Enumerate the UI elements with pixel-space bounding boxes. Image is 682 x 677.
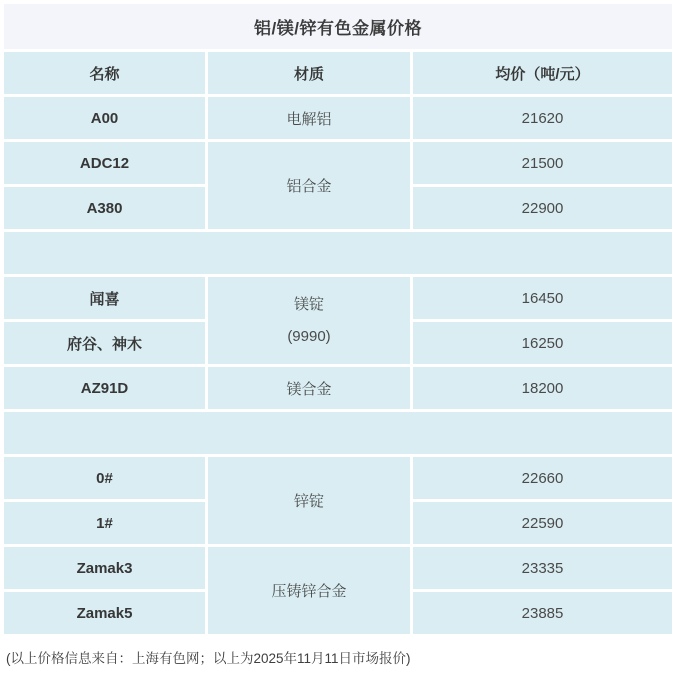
material-cell-magnesium-alloy: 镁合金 (208, 367, 410, 409)
section-separator-2 (4, 412, 672, 454)
price-cell-fugu-shenmu: 16250 (413, 322, 672, 364)
material-magnesium-ingot-line2: (9990) (287, 327, 331, 345)
price-cell-zamak3: 23335 (413, 547, 672, 589)
material-cell-zinc-ingot: 锌锭 (208, 457, 410, 544)
name-cell-az91d: AZ91D (4, 367, 205, 409)
material-cell-electrolytic-aluminum: 电解铝 (208, 97, 410, 139)
material-magnesium-ingot-line1: 镁锭 (293, 296, 324, 313)
column-header-name: 名称 (4, 52, 205, 94)
material-cell-aluminum-alloy: 铝合金 (208, 142, 410, 229)
column-header-material: 材质 (208, 52, 410, 94)
name-cell-a380: A380 (4, 187, 205, 229)
price-cell-wenxi: 16450 (413, 277, 672, 319)
name-cell-a00: A00 (4, 97, 205, 139)
name-cell-wenxi: 闻喜 (4, 277, 205, 319)
page-title: 铝/镁/锌有色金属价格 (4, 4, 672, 49)
section-separator-1 (4, 232, 672, 274)
price-cell-a380: 22900 (413, 187, 672, 229)
material-cell-diecast-zinc-alloy: 压铸锌合金 (208, 547, 410, 634)
metal-price-table (4, 52, 672, 634)
material-cell-magnesium-ingot (208, 277, 410, 364)
price-cell-az91d: 18200 (413, 367, 672, 409)
name-cell-adc12: ADC12 (4, 142, 205, 184)
price-cell-0hash: 22660 (413, 457, 672, 499)
name-cell-zamak3: Zamak3 (4, 547, 205, 589)
price-cell-zamak5: 23885 (413, 592, 672, 634)
source-note: (以上价格信息来自：上海有色网；以上为2025年11月11日市场报价) (6, 651, 411, 666)
name-cell-zamak5: Zamak5 (4, 592, 205, 634)
price-cell-a00: 21620 (413, 97, 672, 139)
name-cell-fugu-shenmu: 府谷、神木 (4, 322, 205, 364)
price-cell-1hash: 22590 (413, 502, 672, 544)
name-cell-0hash: 0# (4, 457, 205, 499)
column-header-price: 均价（吨/元） (413, 52, 672, 94)
name-cell-1hash: 1# (4, 502, 205, 544)
price-cell-adc12: 21500 (413, 142, 672, 184)
